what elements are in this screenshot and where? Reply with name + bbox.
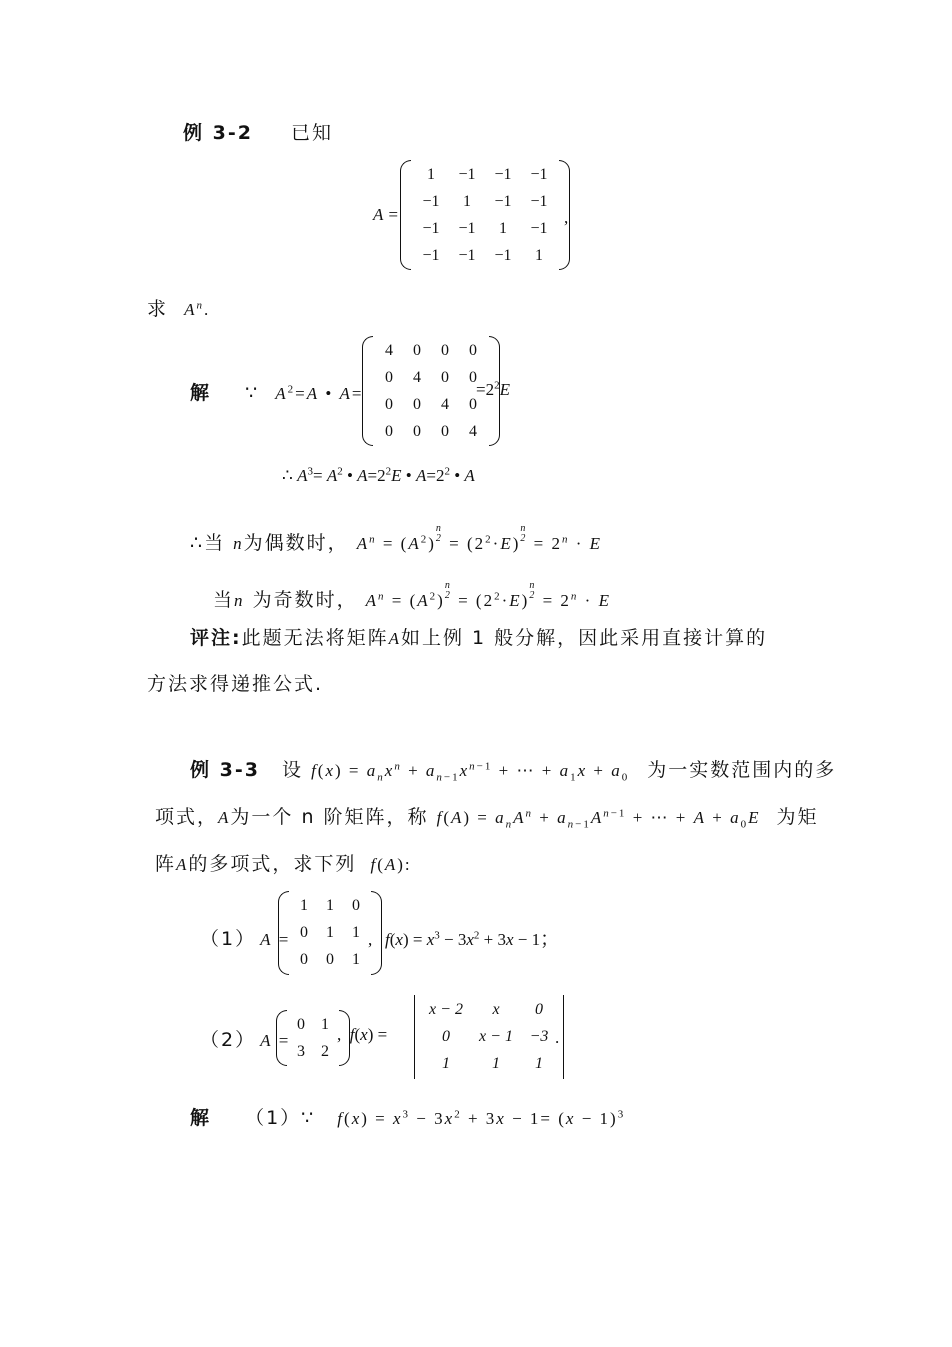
matrix-cell: 1 — [442, 1055, 450, 1072]
matrix-cell: 1 — [326, 897, 334, 914]
matrix-cell: x − 1 — [479, 1028, 513, 1045]
find-an: 求 $A^n$. — [147, 298, 211, 320]
cube-line: ∴ $A^3= A^2$ • $A=2^2E$ • $A=2^2$ • A — [282, 465, 475, 485]
part-1-label: （1） A = — [200, 928, 291, 950]
part-2-label: （2） A = — [200, 1029, 291, 1051]
solution-3-3: 解 （1）∵ $f(x) = x^3 - 3x^2 + 3x - 1= (x - 1)^3$ — [190, 1107, 626, 1129]
odd-case: 当n 为奇数时， $A^n = (A^2)$ n 2 = $(2^2\cdot E)$ n 2 = $2^n \cdot E$ — [213, 580, 611, 611]
matrix-cell: x — [492, 1001, 500, 1018]
example-label: 例 3-2 — [183, 122, 253, 144]
matrix-cell: 0 — [413, 395, 421, 413]
determinant — [414, 995, 564, 1079]
matrix-cell: 4 — [385, 341, 393, 359]
matrix-cell: −1 — [530, 165, 548, 183]
matrix-a-grid — [413, 161, 557, 269]
matrix-cell: 0 — [469, 395, 477, 413]
poly-part-1: , $f(x) = x^3 - 3x^2 + 3x - 1$； — [368, 928, 562, 950]
matrix-cell: 1 — [326, 924, 334, 941]
comment-line-1: 评注:此题无法将矩阵A如上例 1 般分解，因此采用直接计算的 — [190, 627, 768, 649]
matrix-a-lhs: A = — [373, 205, 399, 224]
matrix-cell: 0 — [441, 341, 449, 359]
matrix-cell: 0 — [300, 951, 308, 968]
matrix-cell: 0 — [535, 1001, 543, 1018]
matrix-cell: 0 — [413, 422, 421, 440]
even-case: ∴当 n为偶数时， $A^n = (A^2)$ n 2 = $(2^2\cdot E)$ n 2 = $2^n \cdot E$ — [190, 523, 603, 554]
matrix-part-1 — [278, 891, 382, 975]
matrix-cell: 0 — [469, 368, 477, 386]
matrix-cell: −1 — [422, 219, 440, 237]
matrix-cell: −1 — [494, 165, 512, 183]
matrix-cell: 1 — [535, 246, 543, 264]
solution-line-1: 解 ∵ $A^2=A$ • A= — [190, 382, 364, 404]
matrix-cell: 0 — [441, 422, 449, 440]
matrix-cell: 0 — [300, 924, 308, 941]
matrix-a — [400, 160, 570, 270]
matrix-cell: −3 — [529, 1028, 549, 1045]
matrix-cell: 1 — [463, 192, 471, 210]
matrix-cell: x − 2 — [429, 1001, 463, 1018]
matrix-cell: −1 — [422, 246, 440, 264]
comment-line-2: 方法求得递推公式. — [147, 673, 324, 695]
matrix-cell: 0 — [352, 897, 360, 914]
matrix-cell: 4 — [441, 395, 449, 413]
matrix-cell: −1 — [494, 192, 512, 210]
matrix-cell: 0 — [469, 341, 477, 359]
example-3-2-heading — [183, 118, 333, 145]
matrix-cell: −1 — [458, 219, 476, 237]
matrix-cell: 4 — [413, 368, 421, 386]
matrix-cell: 0 — [385, 395, 393, 413]
matrix-cell: 4 — [469, 422, 477, 440]
matrix-cell: −1 — [458, 165, 476, 183]
matrix-cell: −1 — [494, 246, 512, 264]
matrix-cell: 3 — [297, 1042, 305, 1060]
matrix-cell: 2 — [321, 1042, 329, 1060]
matrix-cell: 0 — [413, 341, 421, 359]
matrix-cell: 1 — [300, 897, 308, 914]
matrix-cell: 1 — [535, 1055, 543, 1072]
matrix-cell: −1 — [422, 192, 440, 210]
matrix-cell: 0 — [442, 1028, 450, 1045]
comment-label: 评注: — [190, 627, 242, 649]
matrix-cell: 1 — [499, 219, 507, 237]
matrix-cell: 1 — [352, 924, 360, 941]
given-text: 已知 — [291, 122, 334, 144]
matrix-cell: 1 — [427, 165, 435, 183]
example-3-3-line-2: 项式，A为一个 n 阶矩阵，称 $f(A) = a_nA^n + a_{n-1}A^{n-1}$ + ⋯ + $A + a_0E$ 为矩 — [155, 806, 819, 831]
example-label: 例 3-3 — [190, 759, 260, 781]
solution-label: 解 — [190, 382, 212, 404]
matrix-cell: 0 — [385, 368, 393, 386]
matrix-cell: 0 — [326, 951, 334, 968]
matrix-cell: 0 — [385, 422, 393, 440]
matrix-cell: 1 — [492, 1055, 500, 1072]
example-3-3-line-1: 例 3-3 设 $f(x) = a_nx^n + a_{n-1}x^{n-1}$ + ⋯ + $a_1x + a_0$ 为一实数范围内的多 — [190, 759, 837, 784]
matrix-cell: −1 — [458, 246, 476, 264]
example-3-3-line-3: 阵A的多项式，求下列 f(A): — [155, 853, 412, 875]
matrix-cell: −1 — [530, 219, 548, 237]
matrix-cell: 1 — [352, 951, 360, 968]
matrix-cell: 0 — [297, 1015, 305, 1033]
matrix-cell: 1 — [321, 1015, 329, 1033]
matrix-cell: 0 — [441, 368, 449, 386]
matrix-cell: −1 — [530, 192, 548, 210]
solution-label: 解 — [190, 1107, 212, 1129]
